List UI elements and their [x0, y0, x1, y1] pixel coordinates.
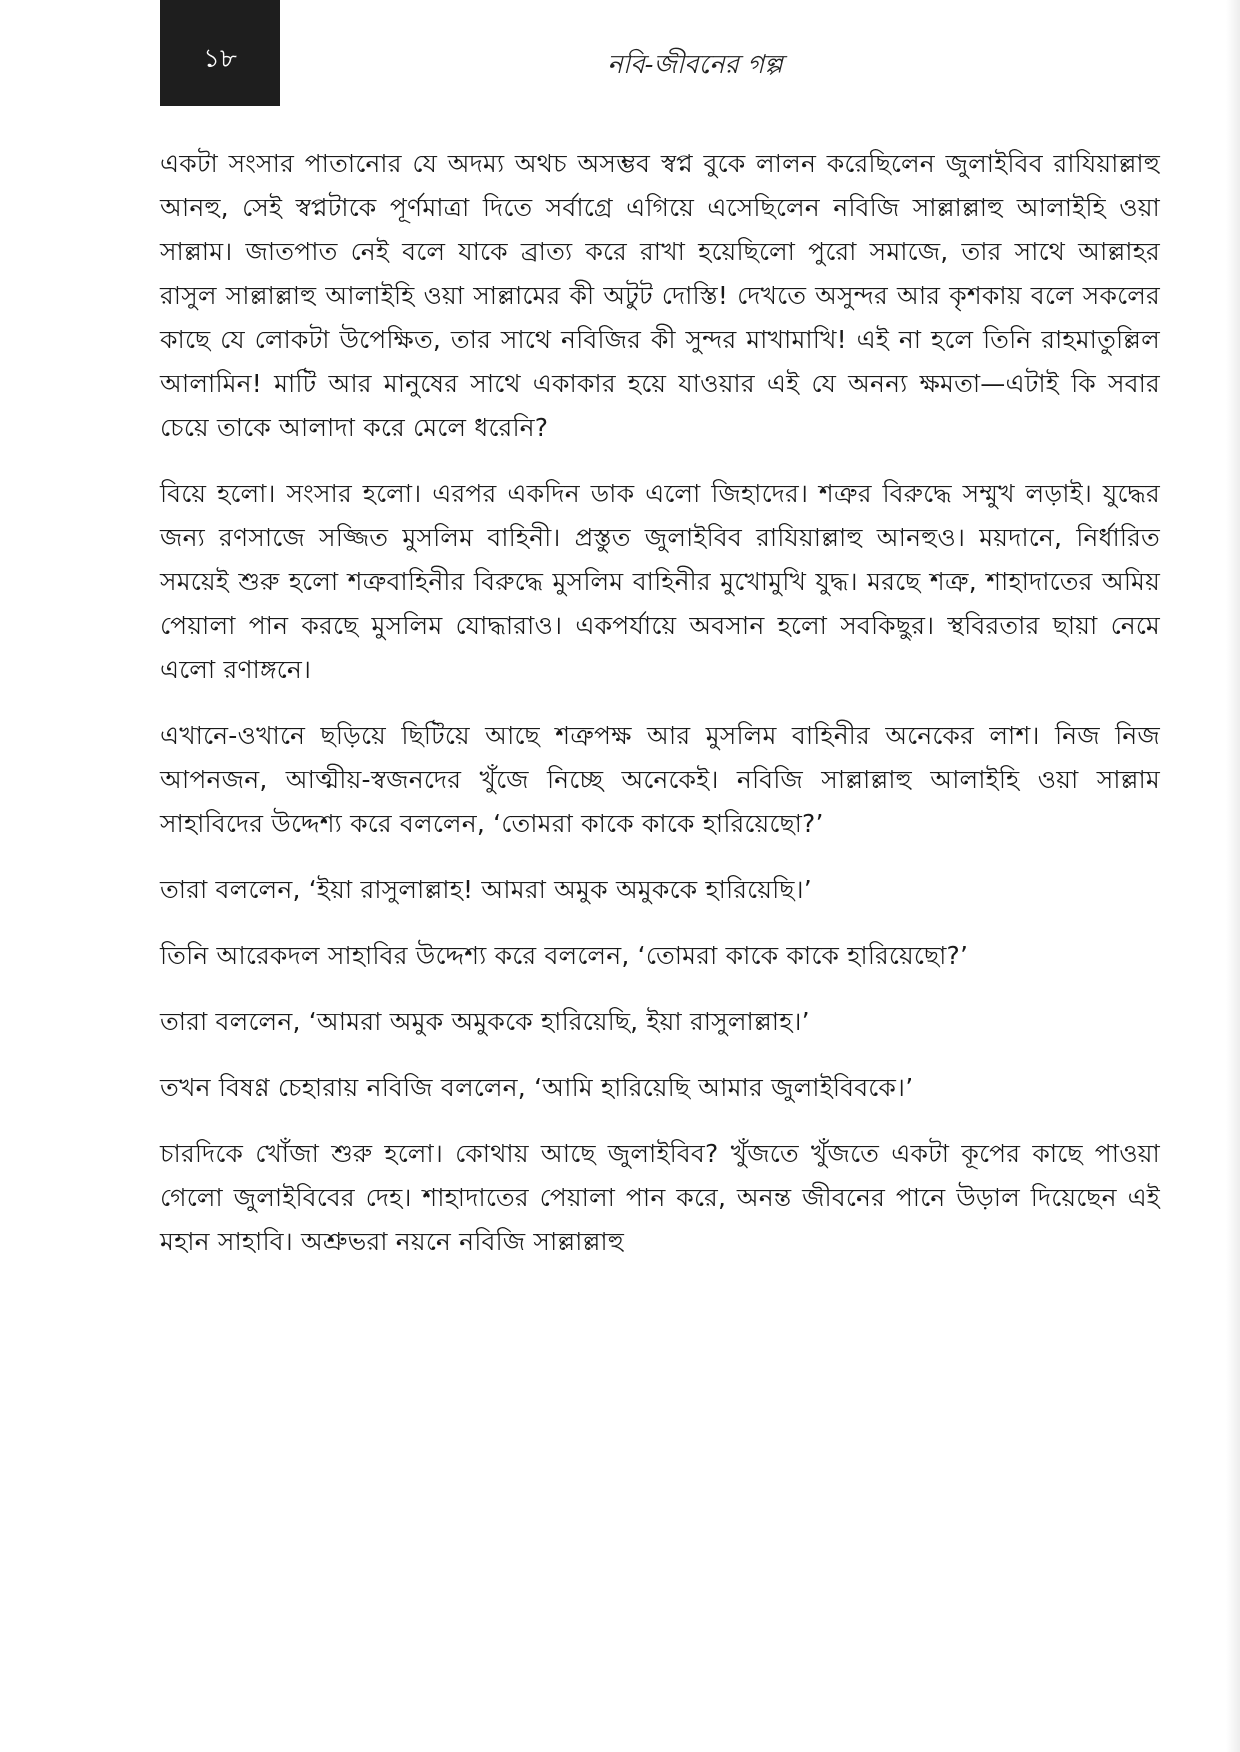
body-text — [160, 142, 1160, 1286]
paragraph-7: তখন বিষণ্ণ চেহারায় নবিজি বললেন, ‘আমি হারিয়েছি আমার জুলাইবিবকে।’ — [160, 1073, 914, 1102]
paragraph-6: তারা বললেন, ‘আমরা অমুক অমুককে হারিয়েছি, ইয়া রাসুলাল্লাহ।’ — [160, 1007, 810, 1036]
paragraph-8: চারদিকে খোঁজা শুরু হলো। কোথায় আছে জুলাইবিব? খুঁজতে খুঁজতে একটা কূপের কাছে পাওয়া গেলো জুলাইবিবের দেহ। শাহাদাতের পেয়ালা পান করে, অনন্ত জীবনের পানে উড়াল দিয়েছেন এই মহান সাহাবি। অশ্রুভরা নয়নে নবিজি সাল্লাল্লাহু — [160, 1139, 1160, 1256]
paragraph-5: তিনি আরেকদল সাহাবির উদ্দেশ্য করে বললেন, ‘তোমরা কাকে কাকে হারিয়েছো?’ — [160, 941, 969, 970]
paragraph-4: তারা বললেন, ‘ইয়া রাসুলাল্লাহ! আমরা অমুক অমুককে হারিয়েছি।’ — [160, 875, 812, 904]
page-edge-shadow — [1226, 0, 1240, 1752]
running-header-title: নবি-জীবনের গল্প — [607, 50, 783, 80]
page-number: ১৮ — [203, 44, 237, 74]
paragraph-2: বিয়ে হলো। সংসার হলো। এরপর একদিন ডাক এলো জিহাদের। শত্রুর বিরুদ্ধে সম্মুখ লড়াই। যুদ্ধের জন্য রণসাজে সজ্জিত মুসলিম বাহিনী। প্রস্তুত জুলাইবিব রাযিয়াল্লাহু আনহুও। ময়দানে, নির্ধারিত সময়েই শুরু হলো শত্রুবাহিনীর বিরুদ্ধে মুসলিম বাহিনীর মুখোমুখি যুদ্ধ। মরছে শত্রু, শাহাদাতের অমিয় পেয়ালা পান করছে মুসলিম যোদ্ধারাও। একপর্যায়ে অবসান হলো সবকিছুর। স্থবিরতার ছায়া নেমে এলো রণাঙ্গনে। — [160, 479, 1160, 684]
paragraph-1: একটা সংসার পাতানোর যে অদম্য অথচ অসম্ভব স্বপ্ন বুকে লালন করেছিলেন জুলাইবিব রাযিয়াল্লাহু আনহু, সেই স্বপ্নটাকে পূর্ণমাত্রা দিতে সর্বাগ্রে এগিয়ে এসেছিলেন নবিজি সাল্লাল্লাহু আলাইহি ওয়া সাল্লাম। জাতপাত নেই বলে যাকে ব্রাত্য করে রাখা হয়েছিলো পুরো সমাজে, তার সাথে আল্লাহর রাসুল সাল্লাল্লাহু আলাইহি ওয়া সাল্লামের কী অটুট দোস্তি! দেখতে অসুন্দর আর কৃশকায় বলে সকলের কাছে যে লোকটা উপেক্ষিত, তার সাথে নবিজির কী সুন্দর মাখামাখি! এই না হলে তিনি রাহমাতুল্লিল আলামিন! মাটি আর মানুষের সাথে একাকার হয়ে যাওয়ার এই যে অনন্য ক্ষমতা—এটাই কি সবার চেয়ে তাকে আলাদা করে মেলে ধরেনি? — [160, 149, 1160, 442]
paragraph-3: এখানে-ওখানে ছড়িয়ে ছিটিয়ে আছে শত্রুপক্ষ আর মুসলিম বাহিনীর অনেকের লাশ। নিজ নিজ আপনজন, আত্মীয়-স্বজনদের খুঁজে নিচ্ছে অনেকেই। নবিজি সাল্লাল্লাহু আলাইহি ওয়া সাল্লাম সাহাবিদের উদ্দেশ্য করে বললেন, ‘তোমরা কাকে কাকে হারিয়েছো?’ — [160, 721, 1160, 838]
